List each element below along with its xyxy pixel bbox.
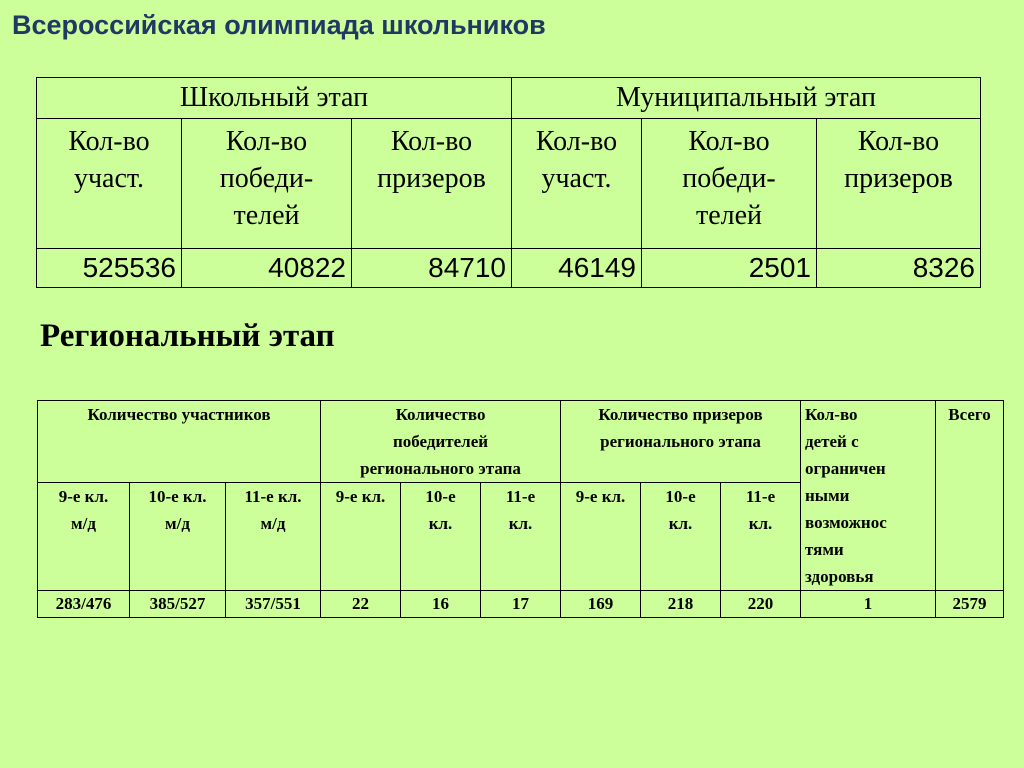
disabled-children-value: 1 [801,591,936,618]
participants-grade11-value: 357/551 [226,591,321,618]
winners-grade9-value: 22 [321,591,401,618]
prizewinners-grade11-value: 220 [721,591,801,618]
winners-grade10-value: 16 [401,591,481,618]
municipal-prizewinners-header: Кол-во призеров [817,119,981,249]
municipal-stage-header: Муниципальный этап [512,78,981,119]
prizewinners-grade9-value: 169 [561,591,641,618]
prizewinners-grade11-header: 11-е кл. [721,483,801,591]
disabled-children-header: Кол-во детей с ограничен ными возможнос тями здоровья [801,401,936,591]
participants-group-header: Количество участников [38,401,321,483]
winners-group-header: Количество победителей регионального этапа [321,401,561,483]
school-winners-value: 40822 [182,249,352,288]
table-row [38,591,1004,618]
municipal-participants-value: 46149 [512,249,642,288]
winners-grade11-header: 11-е кл. [481,483,561,591]
municipal-winners-header: Кол-во победи- телей [642,119,817,249]
table-row [37,249,981,288]
regional-stage-table [37,400,1004,618]
regional-stage-title: Региональный этап [40,318,335,354]
winners-grade10-header: 10-е кл. [401,483,481,591]
winners-grade11-value: 17 [481,591,561,618]
school-participants-value: 525536 [37,249,182,288]
prizewinners-grade10-header: 10-е кл. [641,483,721,591]
participants-grade10-value: 385/527 [130,591,226,618]
municipal-prizewinners-value: 8326 [817,249,981,288]
slide-title: Всероссийская олимпиада школьников [12,10,546,40]
municipal-participants-header: Кол-во участ. [512,119,642,249]
prizewinners-grade9-header: 9-е кл. [561,483,641,591]
school-prizewinners-value: 84710 [352,249,512,288]
prizewinners-grade10-value: 218 [641,591,721,618]
school-participants-header: Кол-во участ. [37,119,182,249]
winners-grade9-header: 9-е кл. [321,483,401,591]
school-prizewinners-header: Кол-во призеров [352,119,512,249]
school-stage-header: Школьный этап [37,78,512,119]
total-value: 2579 [936,591,1004,618]
stage-summary-table [36,77,981,288]
prizewinners-group-header: Количество призеров регионального этапа [561,401,801,483]
school-winners-header: Кол-во победи- телей [182,119,352,249]
municipal-winners-value: 2501 [642,249,817,288]
participants-grade11-header: 11-е кл. м/д [226,483,321,591]
participants-grade9-value: 283/476 [38,591,130,618]
participants-grade9-header: 9-е кл. м/д [38,483,130,591]
total-header: Всего [936,401,1004,591]
participants-grade10-header: 10-е кл. м/д [130,483,226,591]
